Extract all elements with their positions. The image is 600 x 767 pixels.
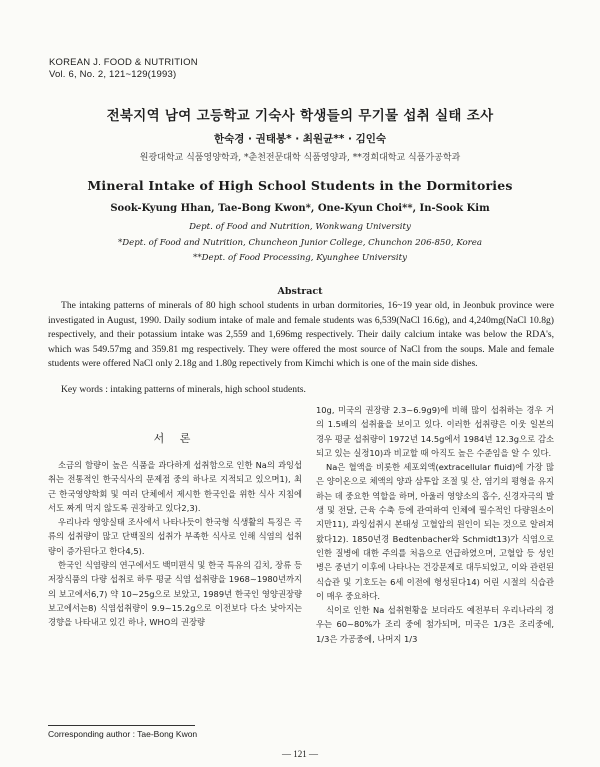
title-korean: 전북지역 남여 고등학교 기숙사 학생들의 무기물 섭취 실태 조사 (106, 108, 494, 124)
affiliation-2: *Dept. of Food and Nutrition, Chuncheon Junior College, Chunchon 206-850, Korea (117, 238, 482, 248)
abstract-text: The intaking patterns of minerals of 80 high school students in urban dormitories, 16~19 year old, in Jeonbuk province were investigated in August, 1990. Daily sodium intake of male and female students was 6,539(NaCl 16.6g), and 4,240mg(NaCl 10.8g) respectively, and their potassium intake was 2,559 and 1,696mg respectively. Their daily calcium intake was below the RDA's, which was 549.57mg and 359.81 mg respectively. They were offered the most source of NaCl from the soups. Male and female students were offered NaCl only 2.18g and 1.80g repectively from Kimchi which is one of the main side dishes. (48, 300, 554, 370)
corresponding-author: Corresponding author : Tae-Bong Kwon (48, 729, 198, 739)
paragraph: Na은 혈액을 비롯한 세포외액(extracellular fluid)에 가장 많은 양이온으로 체액의 양과 삼투압 조절 및 산, 염기의 평형을 유지하는 데 중요한 역할을 하며, 아울러 영양소의 흡수, 신경자극의 발생 및 전달, 근육 수축 등에 관여하여 인체에 필수적인 다량원소이지만11), 과잉섭취시 본태성 고혈압의 원인이 되는 것으로 알려져 왔다12). 1850년경 Bedtenbacher와 Schmidt13)가 식염으로 인한 질병에 대한 주의를 처음으로 언급하였으며, 고혈압 등 성인병은 중년기 이후에 나타나는 건강문제로 대두되었고, 이와 관련된 식습관 및 기호도는 6세 이전에 형성된다14) 어린 시절의 식습관이 매우 중요하다. (316, 462, 554, 601)
section-heading-introduction: 서 론 (153, 432, 197, 445)
title-english: Mineral Intake of High School Students in the Dormitories (87, 178, 513, 193)
paragraph: 한국인 식염량의 연구에서도 백미편식 및 한국 특유의 김치, 장류 등 저장식품의 다량 섭취로 하루 평균 식염 섭취량을 1968~1980년까지의 보고에서6,7) 약 10~25g으로 보았고, 1989년 한국인 영양권장량 보고에서는8) 식염섭취량이 9.9~15.2g으로 이전보다 다소 낮아지는 경향을 나타내고 있긴 하나, WHO의 권장량 (48, 560, 302, 628)
paragraph: 식이로 인한 Na 섭취현황을 보더라도 예전부터 우리나라의 경우는 60~80%가 조리 중에 첨가되며, 미국은 1/3은 조리중에, 1/3은 가공중에, 나머지 1/3 (316, 605, 554, 644)
paragraph: 10g, 미국의 권장량 2.3~6.9g9)에 비해 많이 섭취하는 경우 거의 1.5배의 섭취율을 보이고 있다. 이러한 섭취량은 이웃 일본의 경우 평균 섭취량이 1972년 14.5g에서 1984년 12.3g으로 감소되고 있는 실정10)과 비교할 때 아직도 높은 수준임을 알 수 있다. (316, 405, 554, 458)
affiliation-1: Dept. of Food and Nutrition, Wonkwang University (189, 222, 411, 232)
affiliations-korean: 원광대학교 식품영양학과, *춘천전문대학 식품영양과, **경희대학교 식품가공학과 (139, 153, 461, 163)
journal-header (49, 57, 198, 81)
footnote-divider (48, 725, 195, 726)
journal-volume: Vol. 6, No. 2, 121~129(1993) (49, 69, 177, 80)
authors-korean: 한숙경 · 권태봉* · 최원균** · 김인숙 (213, 133, 387, 145)
authors-english: Sook-Kyung Hhan, Tae-Bong Kwon*, One-Kyun Choi**, In-Sook Kim (110, 203, 490, 214)
right-column (316, 403, 554, 646)
journal-name: KOREAN J. FOOD & NUTRITION (49, 57, 198, 68)
keywords: Key words : intaking patterns of minerals, high school students. (61, 384, 306, 395)
page-number: — 121 — (282, 749, 318, 759)
paragraph: 소금의 함량이 높은 식품을 과다하게 섭취함으로 인한 Na의 과잉섭취는 전통적인 한국식사의 문제점 중의 하나로 지적되고 있으며1), 최근 한국영양학회 및 여러 단체에서 제시한 한국인을 위한 식사 지침에서도 짜게 먹지 않도록 권장하고 있다2,3). (48, 460, 302, 513)
abstract-heading: Abstract (277, 286, 323, 297)
left-column (48, 458, 302, 630)
paragraph: 우리나라 영양실태 조사에서 나타나듯이 한국형 식생활의 특징은 곡류의 섭취량이 많고 단백질의 섭취가 부족한 식사로 인해 식염의 섭취량이 증가된다고 한다4,5). (48, 517, 302, 556)
affiliation-3: **Dept. of Food Processing, Kyunghee University (193, 253, 407, 263)
